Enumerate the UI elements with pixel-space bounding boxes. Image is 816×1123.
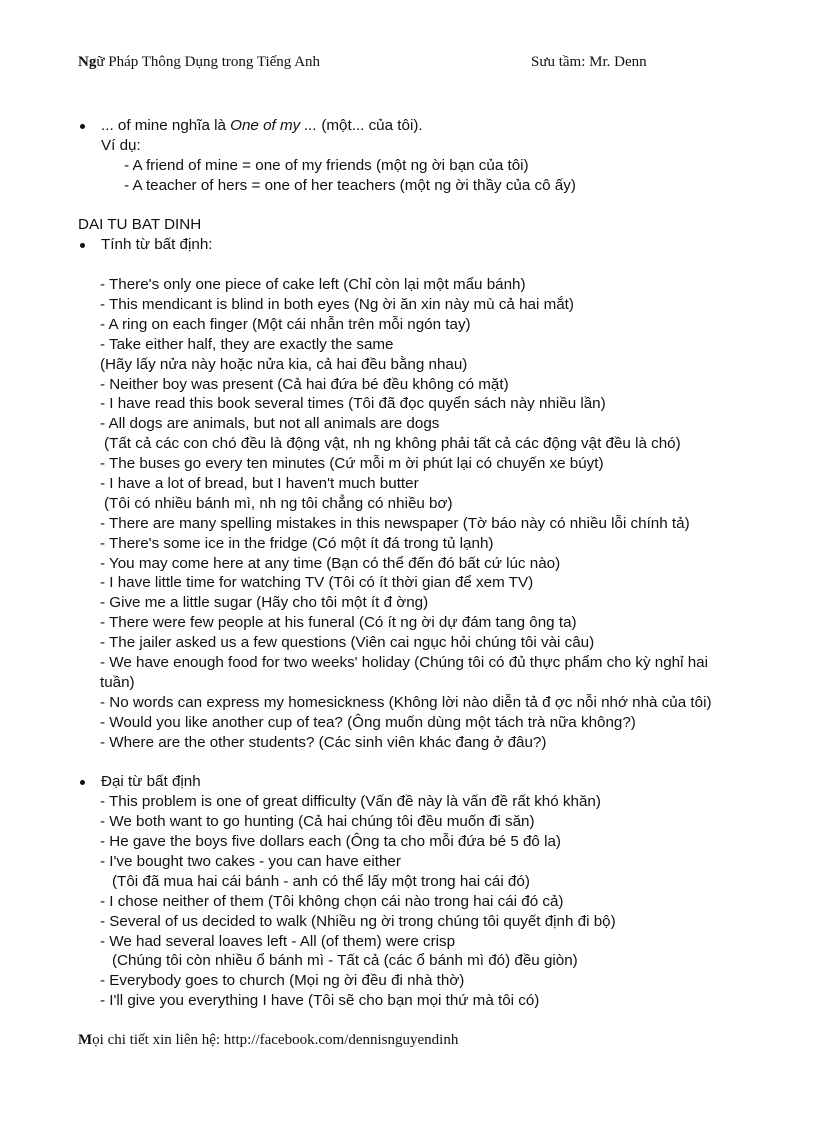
- page-header-author: Sưu tầm: Mr. Denn: [531, 54, 647, 70]
- adjectives-title: Tính từ bất định:: [101, 236, 213, 254]
- mine-bullet-line: [78, 116, 768, 136]
- adjective-example: - I have read this book several times (Tôi đã đọc quyển sách này nhiều lần): [100, 395, 606, 413]
- pronoun-example: - I'll give you everything I have (Tôi sẽ cho bạn mọi thứ mà tôi có): [100, 992, 540, 1010]
- pronoun-example: - Everybody goes to church (Mọi ng ời đều đi nhà thờ): [100, 972, 465, 990]
- footer-initial: M: [78, 1032, 93, 1048]
- adjective-example: - This mendicant is blind in both eyes (Ng ời ăn xin này mù cả hai mắt): [100, 296, 574, 314]
- pronoun-example: - I've bought two cakes - you can have either: [100, 852, 401, 870]
- adjective-translation: (Hãy lấy nửa này hoặc nửa kia, cả hai đều bằng nhau): [100, 355, 468, 373]
- adjective-example: - A ring on each finger (Một cái nhẫn trên mỗi ngón tay): [100, 315, 471, 333]
- pronoun-example: - Several of us decided to walk (Nhiều ng ời trong chúng tôi quyết định đi bộ): [100, 912, 616, 930]
- adjective-example: - There's some ice in the fridge (Có một ít đá trong tủ lạnh): [100, 534, 494, 552]
- adjective-example: - We have enough food for two weeks' holiday (Chúng tôi có đủ thực phẩm cho kỳ nghỉ hai: [100, 654, 708, 672]
- adjective-example: - Where are the other students? (Các sinh viên khác đang ở đâu?): [100, 733, 547, 751]
- adjective-example: - Take either half, they are exactly the same: [100, 335, 394, 353]
- adjective-translation: (Tất cả các con chó đều là động vật, nh ng không phải tất cả các động vật đều là chó): [104, 435, 681, 453]
- header-title-rest: ữ Pháp Thông Dụng trong Tiếng Anh: [96, 54, 321, 70]
- adjective-translation: (Tôi có nhiều bánh mì, nh ng tôi chẳng có nhiều bơ): [104, 494, 453, 512]
- footer-contact: ọi chi tiết xin liên hệ: http://facebook.com/dennisnguyendinh: [92, 1032, 459, 1048]
- example-line: - A teacher of hers = one of her teachers (một ng ời thầy của cô ấy): [124, 176, 576, 194]
- adjective-example: - No words can express my homesickness (Không lời nào diễn tả đ ợc nỗi nhớ nhà của tôi): [100, 693, 712, 711]
- adjective-example: - Give me a little sugar (Hãy cho tôi một ít đ ờng): [100, 594, 429, 612]
- adjective-example: - There were few people at his funeral (Có ít ng ời dự đám tang ông ta): [100, 614, 577, 632]
- pronouns-bullet: [78, 772, 768, 792]
- example-label: Ví dụ:: [101, 136, 141, 154]
- bullet-dot: [80, 243, 85, 248]
- pronoun-translation: (Chúng tôi còn nhiều ổ bánh mì - Tất cả (các ổ bánh mì đó) đều giòn): [112, 952, 578, 970]
- pronoun-example: - He gave the boys five dollars each (Ông ta cho mỗi đứa bé 5 đô la): [100, 833, 561, 851]
- page-footer: [78, 1031, 458, 1049]
- adjective-example: - There's only one piece of cake left (Chỉ còn lại một mẩu bánh): [100, 276, 526, 294]
- adjective-example: - Neither boy was present (Cả hai đứa bé đều không có mặt): [100, 375, 509, 393]
- example-line: - A friend of mine = one of my friends (một ng ời bạn của tôi): [124, 156, 529, 174]
- section-heading: DAI TU BAT DINH: [78, 216, 202, 234]
- adjective-example: - The buses go every ten minutes (Cứ mỗi m ời phút lại có chuyến xe búyt): [100, 455, 604, 473]
- adjective-example: - There are many spelling mistakes in this newspaper (Tờ báo này có nhiều lỗi chính tả): [100, 514, 690, 532]
- adjectives-bullet: [78, 235, 768, 255]
- page-header-title: [78, 53, 320, 71]
- bullet-text-end: (một... của tôi).: [317, 117, 423, 134]
- adjective-example-continuation: tuần): [100, 673, 135, 691]
- header-title-initial: Ng: [78, 54, 97, 70]
- adjective-example: - I have a lot of bread, but I haven't much butter: [100, 475, 419, 493]
- pronoun-example: - We both want to go hunting (Cả hai chúng tôi đều muốn đi săn): [100, 813, 535, 831]
- pronoun-example: - We had several loaves left - All (of them) were crisp: [100, 932, 456, 950]
- pronoun-translation: (Tôi đã mua hai cái bánh - anh có thể lấy một trong hai cái đó): [112, 872, 530, 890]
- pronouns-title: Đại từ bất định: [101, 773, 201, 791]
- bullet-emphasis: One of my ...: [230, 117, 318, 134]
- pronoun-example: - I chose neither of them (Tôi không chọn cái nào trong hai cái đó cả): [100, 892, 564, 910]
- adjective-example: - I have little time for watching TV (Tôi có ít thời gian để xem TV): [100, 574, 534, 592]
- adjective-example: - Would you like another cup of tea? (Ông muốn dùng một tách trà nữa không?): [100, 713, 636, 731]
- bullet-text: ... of mine nghĩa là: [101, 117, 231, 134]
- adjective-example: - The jailer asked us a few questions (Viên cai ngục hỏi chúng tôi vài câu): [100, 634, 595, 652]
- document-body: [78, 116, 768, 1011]
- pronoun-example: - This problem is one of great difficulty (Vấn đề này là vấn đề rất khó khăn): [100, 793, 601, 811]
- adjective-example: - All dogs are animals, but not all animals are dogs: [100, 415, 440, 433]
- bullet-dot: [80, 780, 85, 785]
- adjective-example: - You may come here at any time (Bạn có thể đến đó bất cứ lúc nào): [100, 554, 561, 572]
- bullet-dot: [80, 124, 85, 129]
